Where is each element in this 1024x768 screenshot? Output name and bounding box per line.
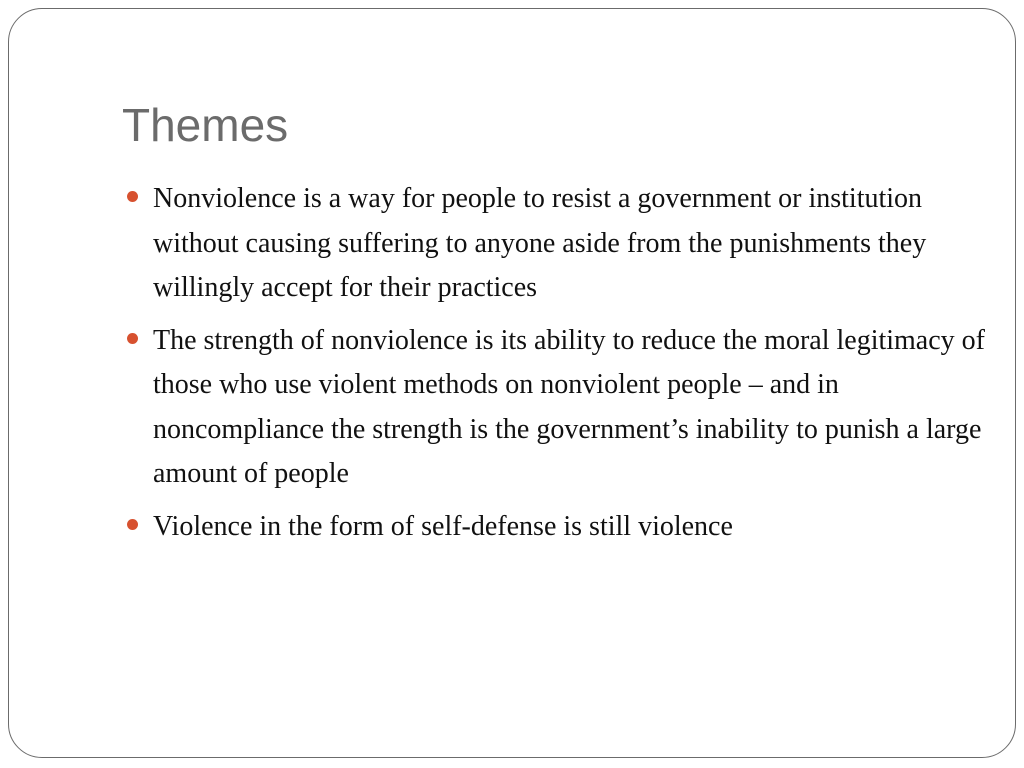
bullet-dot-icon: [127, 333, 138, 344]
slide-title: Themes: [122, 99, 289, 151]
bullet-text: The strength of nonviolence is its ability to reduce the moral legitimacy of those who use violent methods on nonviolent people – and in noncompliance the strength is the government’s inability to punish a large amount of people: [153, 324, 985, 489]
bullet-dot-icon: [127, 519, 138, 530]
bullet-item: [127, 177, 987, 311]
bullet-text: Nonviolence is a way for people to resist a government or institution without causing suffering to anyone aside from the punishments they willingly accept for their practices: [153, 183, 927, 303]
bullet-item: [127, 319, 987, 497]
bullet-dot-icon: [127, 191, 138, 202]
slide-frame: [8, 8, 1016, 758]
bullet-text: Violence in the form of self-defense is still violence: [153, 510, 733, 542]
bullet-item: [127, 505, 987, 550]
bullet-list: [127, 177, 987, 557]
